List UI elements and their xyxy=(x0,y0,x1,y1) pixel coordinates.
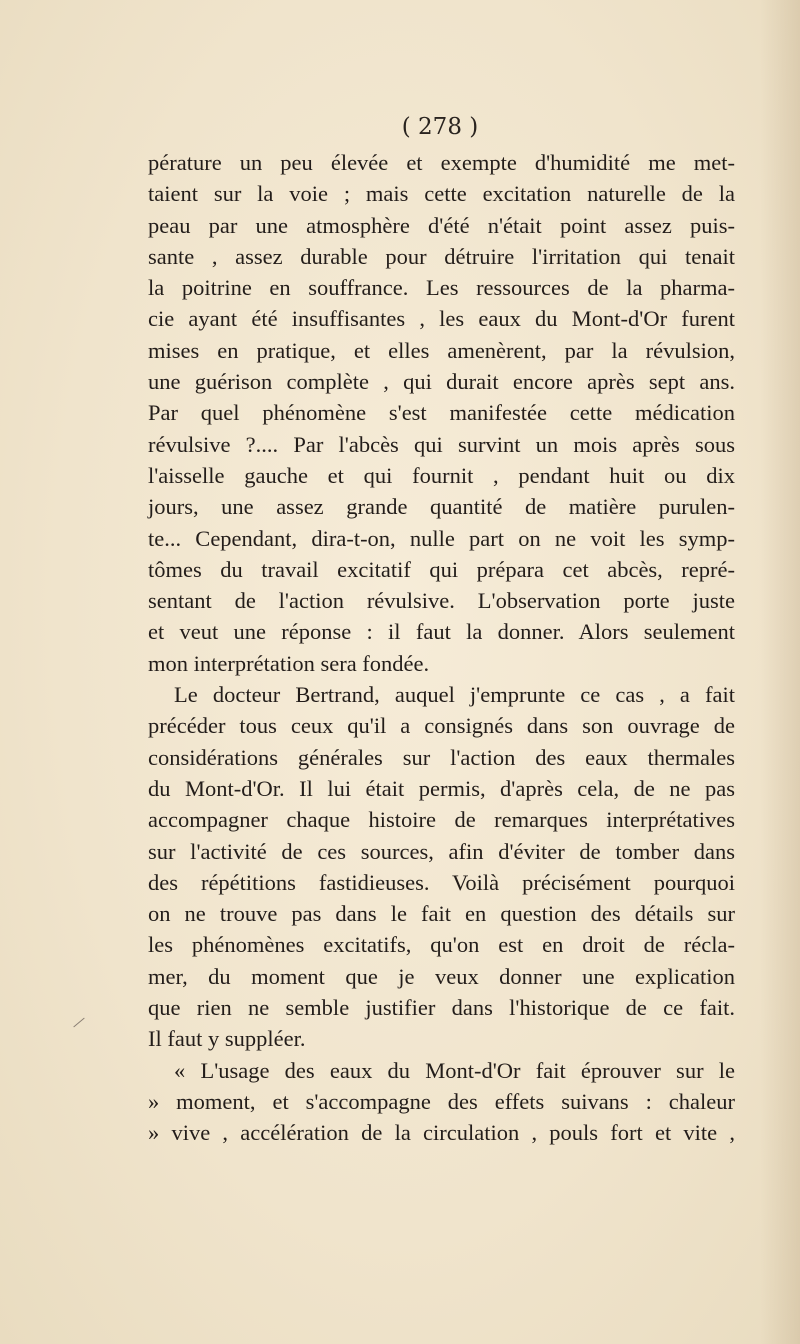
body-text xyxy=(148,147,735,1149)
text-line: une guérison complète , qui durait encore après sept ans. xyxy=(148,369,735,395)
text-line: que rien ne semble justifier dans l'historique de ce fait. xyxy=(148,995,735,1021)
text-line: mer, du moment que je veux donner une explication xyxy=(148,963,735,989)
text-line: tômes du travail excitatif qui prépara cet abcès, repré- xyxy=(148,556,735,582)
text-line: « L'usage des eaux du Mont-d'Or fait éprouver sur le xyxy=(174,1057,735,1083)
text-line: cie ayant été insuffisantes , les eaux du Mont-d'Or furent xyxy=(148,306,735,332)
text-line: et veut une réponse : il faut la donner. Alors seulement xyxy=(148,619,735,645)
text-line: précéder tous ceux qu'il a consignés dans son ouvrage de xyxy=(148,713,735,739)
text-line: » moment, et s'accompagne des effets suivans : chaleur xyxy=(148,1088,735,1114)
text-line: l'aisselle gauche et qui fournit , pendant huit ou dix xyxy=(148,462,735,488)
page-number: ( 278 ) xyxy=(401,114,479,140)
text-line: sur l'activité de ces sources, afin d'éviter de tomber dans xyxy=(148,838,735,864)
text-line: Par quel phénomène s'est manifestée cette médication xyxy=(148,400,735,426)
text-line: peau par une atmosphère d'été n'était point assez puis- xyxy=(148,212,735,238)
text-line: taient sur la voie ; mais cette excitation naturelle de la xyxy=(148,181,735,207)
text-line: sentant de l'action révulsive. L'observation porte juste xyxy=(148,588,735,614)
text-line: jours, une assez grande quantité de matière purulen- xyxy=(148,494,735,520)
text-line: Il faut y suppléer. xyxy=(148,1026,306,1052)
text-line: des répétitions fastidieuses. Voilà précisément pourquoi xyxy=(148,869,735,895)
text-line: mon interprétation sera fondée. xyxy=(148,650,430,676)
text-line: » vive , accélération de la circulation , pouls fort et vite , xyxy=(148,1120,735,1146)
text-line: les phénomènes excitatifs, qu'on est en droit de récla- xyxy=(148,932,735,958)
text-line: sante , assez durable pour détruire l'irritation qui tenait xyxy=(148,243,735,269)
text-line: révulsive ?.... Par l'abcès qui survint un mois après sous xyxy=(148,431,735,457)
text-line: considérations générales sur l'action des eaux thermales xyxy=(148,744,735,770)
text-line: Le docteur Bertrand, auquel j'emprunte ce cas , a fait xyxy=(174,682,735,708)
text-line: pérature un peu élevée et exempte d'humidité me met- xyxy=(148,150,735,175)
text-line: accompagner chaque histoire de remarques interprétatives xyxy=(148,807,735,833)
text-line: du Mont-d'Or. Il lui était permis, d'après cela, de ne pas xyxy=(148,775,735,801)
text-line: on ne trouve pas dans le fait en question des détails sur xyxy=(148,901,735,927)
text-line: la poitrine en souffrance. Les ressources de la pharma- xyxy=(148,275,735,301)
text-line: te... Cependant, dira-t-on, nulle part on ne voit les symp- xyxy=(148,525,735,551)
text-line: mises en pratique, et elles amenèrent, par la révulsion, xyxy=(148,337,735,363)
margin-mark xyxy=(73,1018,84,1028)
